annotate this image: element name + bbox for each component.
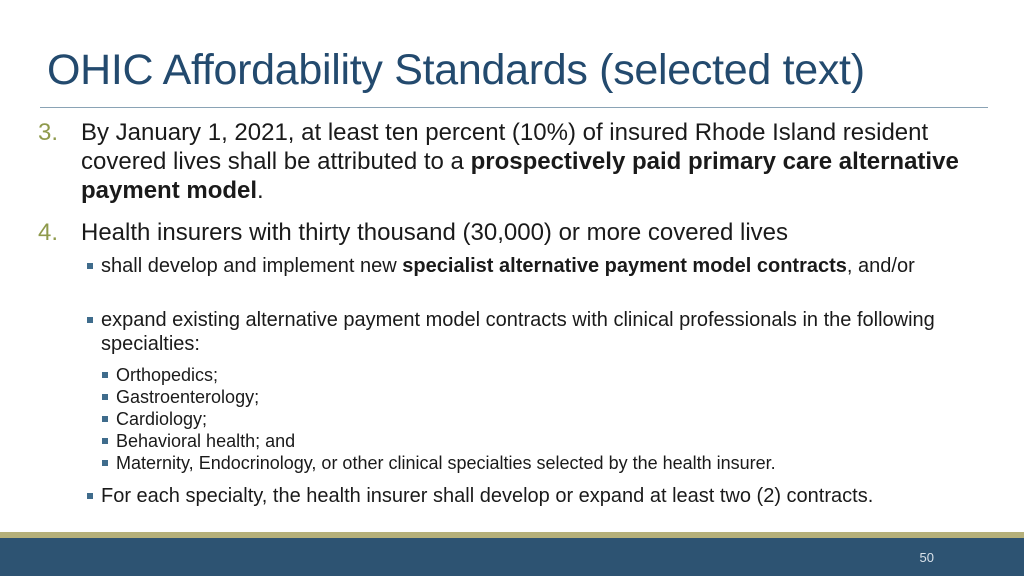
square-bullet-icon xyxy=(87,493,93,499)
square-bullet-icon xyxy=(87,263,93,269)
slide-title: OHIC Affordability Standards (selected text) xyxy=(47,46,865,94)
item-text: Health insurers with thirty thousand (30,000) or more covered lives xyxy=(81,219,788,246)
square-bullet-icon xyxy=(102,460,108,466)
page-number: 50 xyxy=(919,550,934,565)
item-number: 3. xyxy=(38,119,59,146)
square-bullet-icon xyxy=(102,394,108,400)
footer-bar xyxy=(0,538,1024,576)
title-divider xyxy=(40,107,988,108)
square-bullet-icon xyxy=(102,416,108,422)
emphasis-text: specialist alternative payment model contracts xyxy=(402,255,847,277)
item-text: By January 1, 2021, at least ten percent (10%) of insured Rhode Island resident covered lives shall be attributed to a prospectively paid primary care alternative payment model. xyxy=(81,119,959,204)
square-bullet-icon xyxy=(102,372,108,378)
item-number: 4. xyxy=(38,219,59,246)
square-bullet-icon xyxy=(87,317,93,323)
emphasis-text: prospectively paid primary care alternative payment model xyxy=(81,148,959,204)
square-bullet-icon xyxy=(102,438,108,444)
